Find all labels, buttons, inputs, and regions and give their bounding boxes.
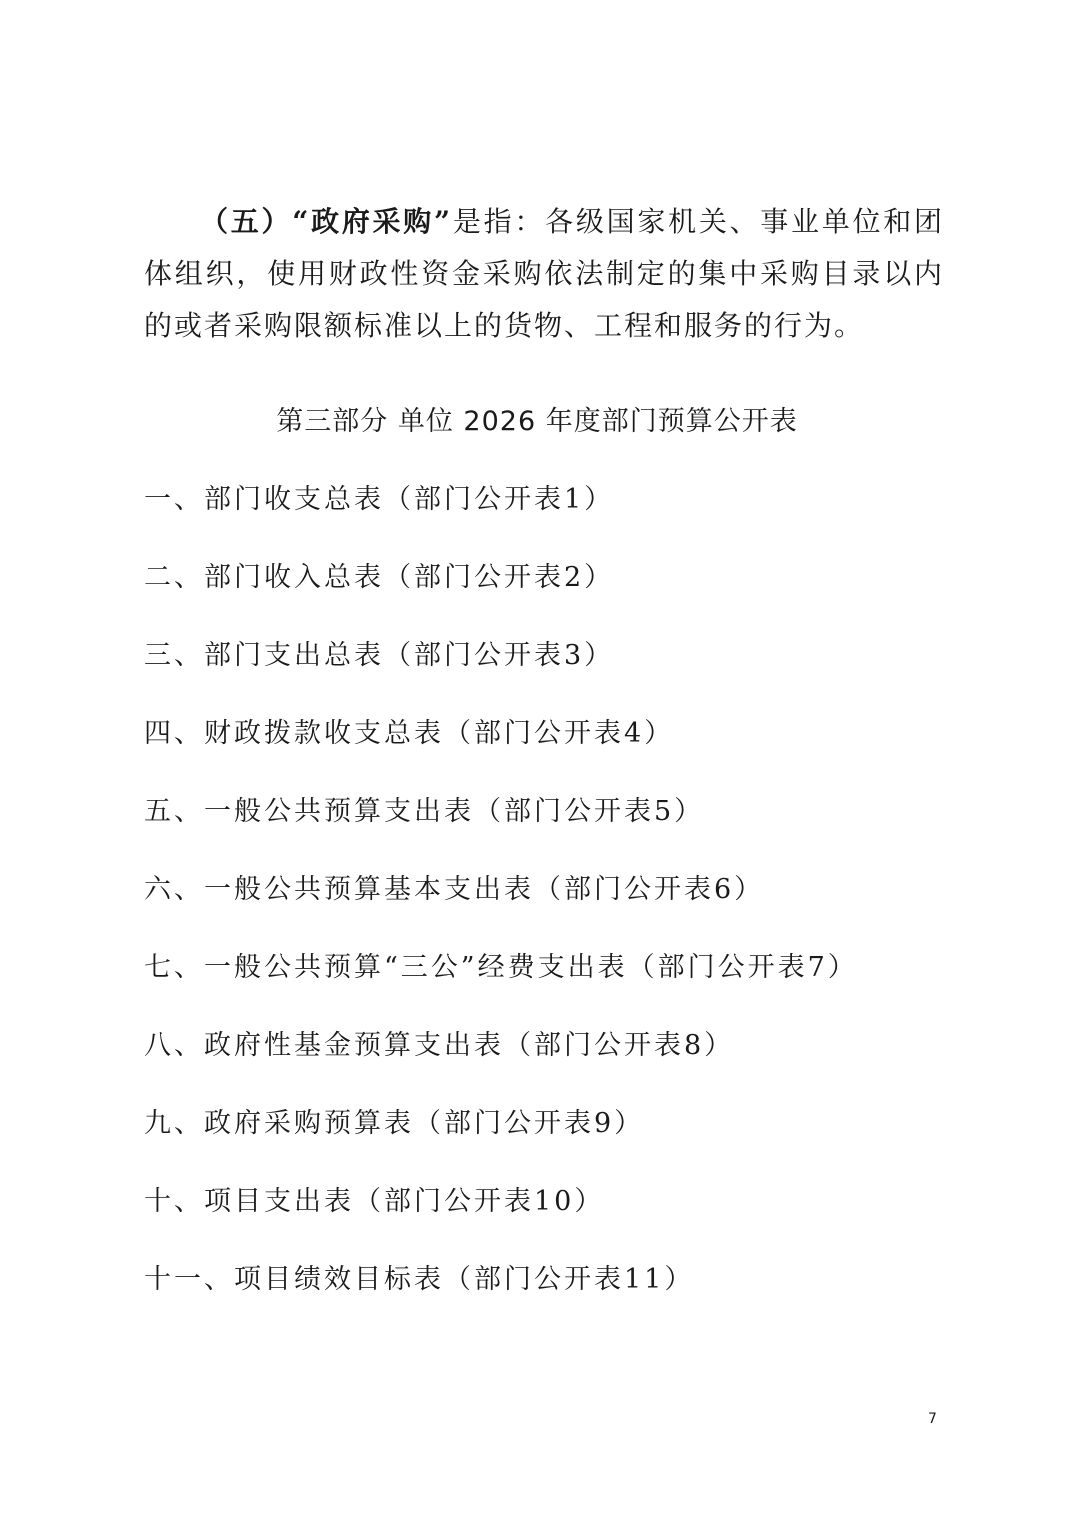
toc-item: 四、财政拨款收支总表（部门公开表4） [144,718,675,749]
toc-item: 九、政府采购预算表（部门公开表9） [144,1108,645,1139]
definition-text: 是指：各级国家机关、事业单位和团体组织，使用财政性资金采购依法制定的集中采购目录以内的或者采购限额标准以上的货物、工程和服务的行为。 [144,205,944,342]
toc-item: 三、部门支出总表（部门公开表3） [144,640,615,671]
section-title: 第三部分 单位 2026 年度部门预算公开表 [276,406,798,437]
toc-item: 七、一般公共预算“三公”经费支出表（部门公开表7） [144,952,858,983]
toc-item: 六、一般公共预算基本支出表（部门公开表6） [144,874,765,905]
defined-term: “政府采购” [292,205,453,238]
toc-item: 一、部门收支总表（部门公开表1） [144,484,615,515]
toc-item: 十、项目支出表（部门公开表10） [144,1186,605,1217]
page-number: 7 [928,1411,937,1427]
toc-item: 八、政府性基金预算支出表（部门公开表8） [144,1030,735,1061]
toc-item: 五、一般公共预算支出表（部门公开表5） [144,796,705,827]
toc-item: 二、部门收入总表（部门公开表2） [144,562,615,593]
toc-item: 十一、项目绩效目标表（部门公开表11） [144,1264,695,1295]
paragraph-prefix: （五） [200,205,293,238]
definition-paragraph [144,196,944,352]
